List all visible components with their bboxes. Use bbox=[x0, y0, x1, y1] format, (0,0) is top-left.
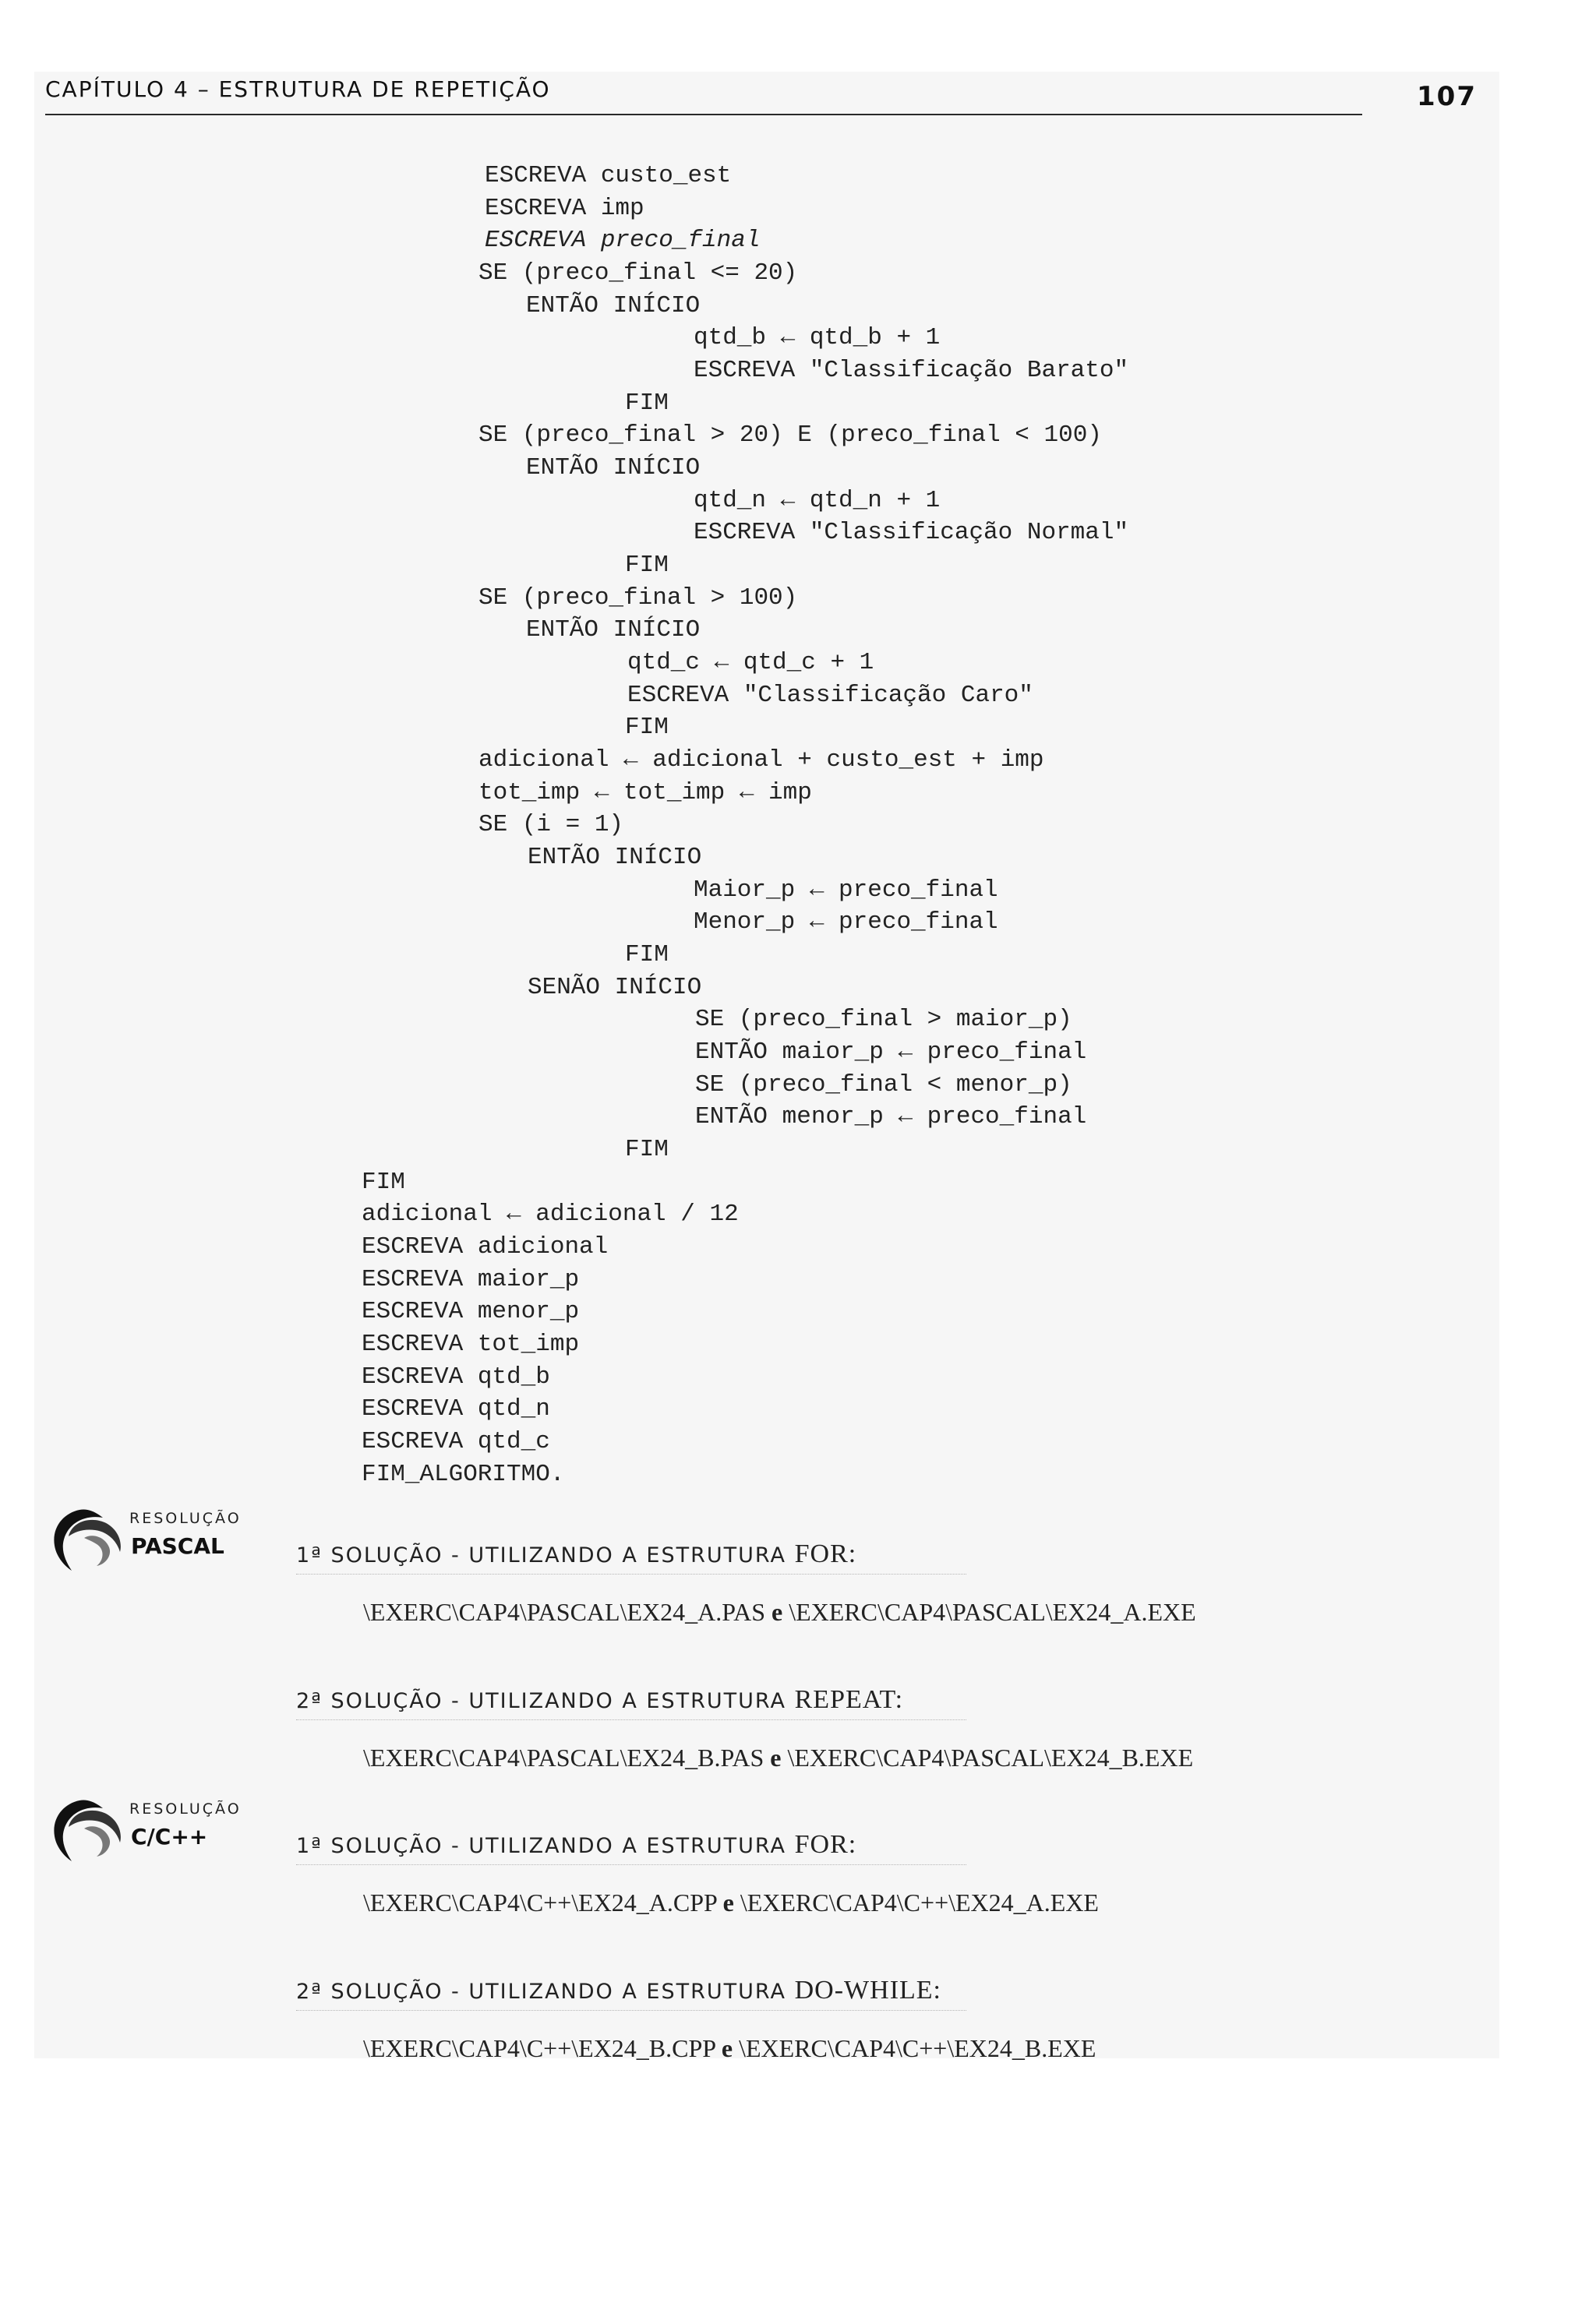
solution-heading bbox=[296, 1830, 856, 1860]
heading-divider bbox=[296, 1864, 966, 1865]
code-line: ESCREVA adicional bbox=[362, 1233, 609, 1261]
source-file-path: \EXERC\CAP4\PASCAL\EX24_B.PAS bbox=[363, 1744, 764, 1772]
code-line: ESCREVA imp bbox=[485, 195, 644, 222]
resolution-label: RESOLUÇÃO bbox=[129, 1510, 242, 1527]
resolution-swirl-icon bbox=[48, 1796, 126, 1866]
solution-heading bbox=[296, 1976, 941, 2005]
exe-file-path: \EXERC\CAP4\C++\EX24_B.EXE bbox=[739, 2034, 1096, 2062]
code-line: SE (preco_final > 20) E (preco_final < 100) bbox=[478, 421, 1102, 449]
code-line: FIM_ALGORITMO. bbox=[362, 1461, 565, 1488]
solution-number: 1ª bbox=[296, 1834, 323, 1858]
code-line: Maior_p ← preco_final bbox=[694, 876, 998, 904]
solution-text: SOLUÇÃO - UTILIZANDO A ESTRUTURA bbox=[330, 1689, 787, 1713]
code-line: FIM bbox=[362, 1169, 405, 1196]
solution-structure: FOR: bbox=[794, 1830, 857, 1859]
heading-divider bbox=[296, 1719, 966, 1720]
resolution-language: PASCAL bbox=[131, 1533, 224, 1559]
code-line: SENÃO INÍCIO bbox=[528, 974, 702, 1001]
solution-number: 2ª bbox=[296, 1980, 323, 2004]
code-line: FIM bbox=[625, 1136, 669, 1163]
code-line: tot_imp ← tot_imp ← imp bbox=[478, 779, 812, 806]
code-line: ESCREVA custo_est bbox=[485, 162, 732, 189]
code-line: ESCREVA qtd_n bbox=[362, 1395, 550, 1423]
file-path-line bbox=[363, 2034, 1096, 2063]
heading-divider bbox=[296, 2010, 966, 2011]
code-line: ESCREVA qtd_c bbox=[362, 1428, 550, 1455]
exe-file-path: \EXERC\CAP4\C++\EX24_A.EXE bbox=[740, 1888, 1099, 1917]
code-line: SE (preco_final > maior_p) bbox=[695, 1006, 1072, 1033]
source-file-path: \EXERC\CAP4\C++\EX24_A.CPP bbox=[363, 1888, 717, 1917]
exe-file-path: \EXERC\CAP4\PASCAL\EX24_A.EXE bbox=[789, 1598, 1196, 1626]
code-line: SE (preco_final < menor_p) bbox=[695, 1071, 1072, 1099]
code-line: SE (i = 1) bbox=[478, 811, 624, 838]
code-line: ESCREVA "Classificação Normal" bbox=[694, 519, 1129, 546]
solution-text: SOLUÇÃO - UTILIZANDO A ESTRUTURA bbox=[330, 1543, 787, 1568]
solution-text: SOLUÇÃO - UTILIZANDO A ESTRUTURA bbox=[330, 1834, 787, 1858]
code-line: adicional ← adicional + custo_est + imp bbox=[478, 746, 1044, 774]
solution-text: SOLUÇÃO - UTILIZANDO A ESTRUTURA bbox=[330, 1980, 787, 2004]
code-line: FIM bbox=[625, 714, 669, 741]
code-line: qtd_n ← qtd_n + 1 bbox=[694, 487, 941, 514]
solution-structure: DO-WHILE: bbox=[794, 1976, 942, 2005]
code-line: FIM bbox=[625, 941, 669, 968]
code-line: ESCREVA preco_final bbox=[485, 227, 761, 254]
solution-number: 1ª bbox=[296, 1543, 323, 1568]
code-line: FIM bbox=[625, 552, 669, 579]
file-path-line bbox=[363, 1598, 1196, 1627]
solution-structure: REPEAT: bbox=[794, 1685, 904, 1714]
code-line: ESCREVA menor_p bbox=[362, 1298, 580, 1325]
code-line: ENTÃO INÍCIO bbox=[526, 292, 701, 319]
code-line: ESCREVA "Classificação Caro" bbox=[627, 682, 1033, 709]
code-line: ENTÃO INÍCIO bbox=[528, 844, 702, 871]
code-line: ESCREVA qtd_b bbox=[362, 1363, 550, 1391]
file-path-line bbox=[363, 1744, 1193, 1772]
source-file-path: \EXERC\CAP4\PASCAL\EX24_A.PAS bbox=[363, 1598, 765, 1626]
solution-heading bbox=[296, 1539, 856, 1569]
resolution-label: RESOLUÇÃO bbox=[129, 1800, 242, 1818]
solution-number: 2ª bbox=[296, 1689, 323, 1713]
page-number: 107 bbox=[1417, 81, 1477, 112]
code-line: ESCREVA maior_p bbox=[362, 1266, 580, 1293]
code-line: ENTÃO maior_p ← preco_final bbox=[695, 1039, 1087, 1066]
code-line: qtd_b ← qtd_b + 1 bbox=[694, 324, 941, 351]
source-file-path: \EXERC\CAP4\C++\EX24_B.CPP bbox=[363, 2034, 715, 2062]
code-line: ENTÃO INÍCIO bbox=[526, 454, 701, 481]
path-conjunction: e bbox=[721, 2034, 733, 2062]
code-line: ESCREVA "Classificação Barato" bbox=[694, 357, 1129, 384]
code-line: SE (preco_final > 100) bbox=[478, 584, 798, 612]
code-line: adicional ← adicional / 12 bbox=[362, 1201, 739, 1228]
solution-heading bbox=[296, 1685, 903, 1715]
chapter-title: CAPÍTULO 4 – ESTRUTURA DE REPETIÇÃO bbox=[45, 76, 551, 102]
exe-file-path: \EXERC\CAP4\PASCAL\EX24_B.EXE bbox=[787, 1744, 1194, 1772]
path-conjunction: e bbox=[770, 1744, 782, 1772]
path-conjunction: e bbox=[772, 1598, 783, 1626]
resolution-swirl-icon bbox=[48, 1505, 126, 1575]
code-line: ESCREVA tot_imp bbox=[362, 1331, 580, 1358]
solution-structure: FOR: bbox=[794, 1539, 857, 1568]
code-line: Menor_p ← preco_final bbox=[694, 908, 998, 936]
code-line: FIM bbox=[625, 390, 669, 417]
code-line: ENTÃO INÍCIO bbox=[526, 616, 701, 644]
path-conjunction: e bbox=[722, 1888, 734, 1917]
heading-divider bbox=[296, 1574, 966, 1575]
code-line: ENTÃO menor_p ← preco_final bbox=[695, 1103, 1087, 1130]
code-line: qtd_c ← qtd_c + 1 bbox=[627, 649, 874, 676]
resolution-language: C/C++ bbox=[131, 1824, 208, 1850]
page-header bbox=[45, 75, 1362, 115]
file-path-line bbox=[363, 1888, 1099, 1917]
code-line: SE (preco_final <= 20) bbox=[478, 259, 798, 287]
